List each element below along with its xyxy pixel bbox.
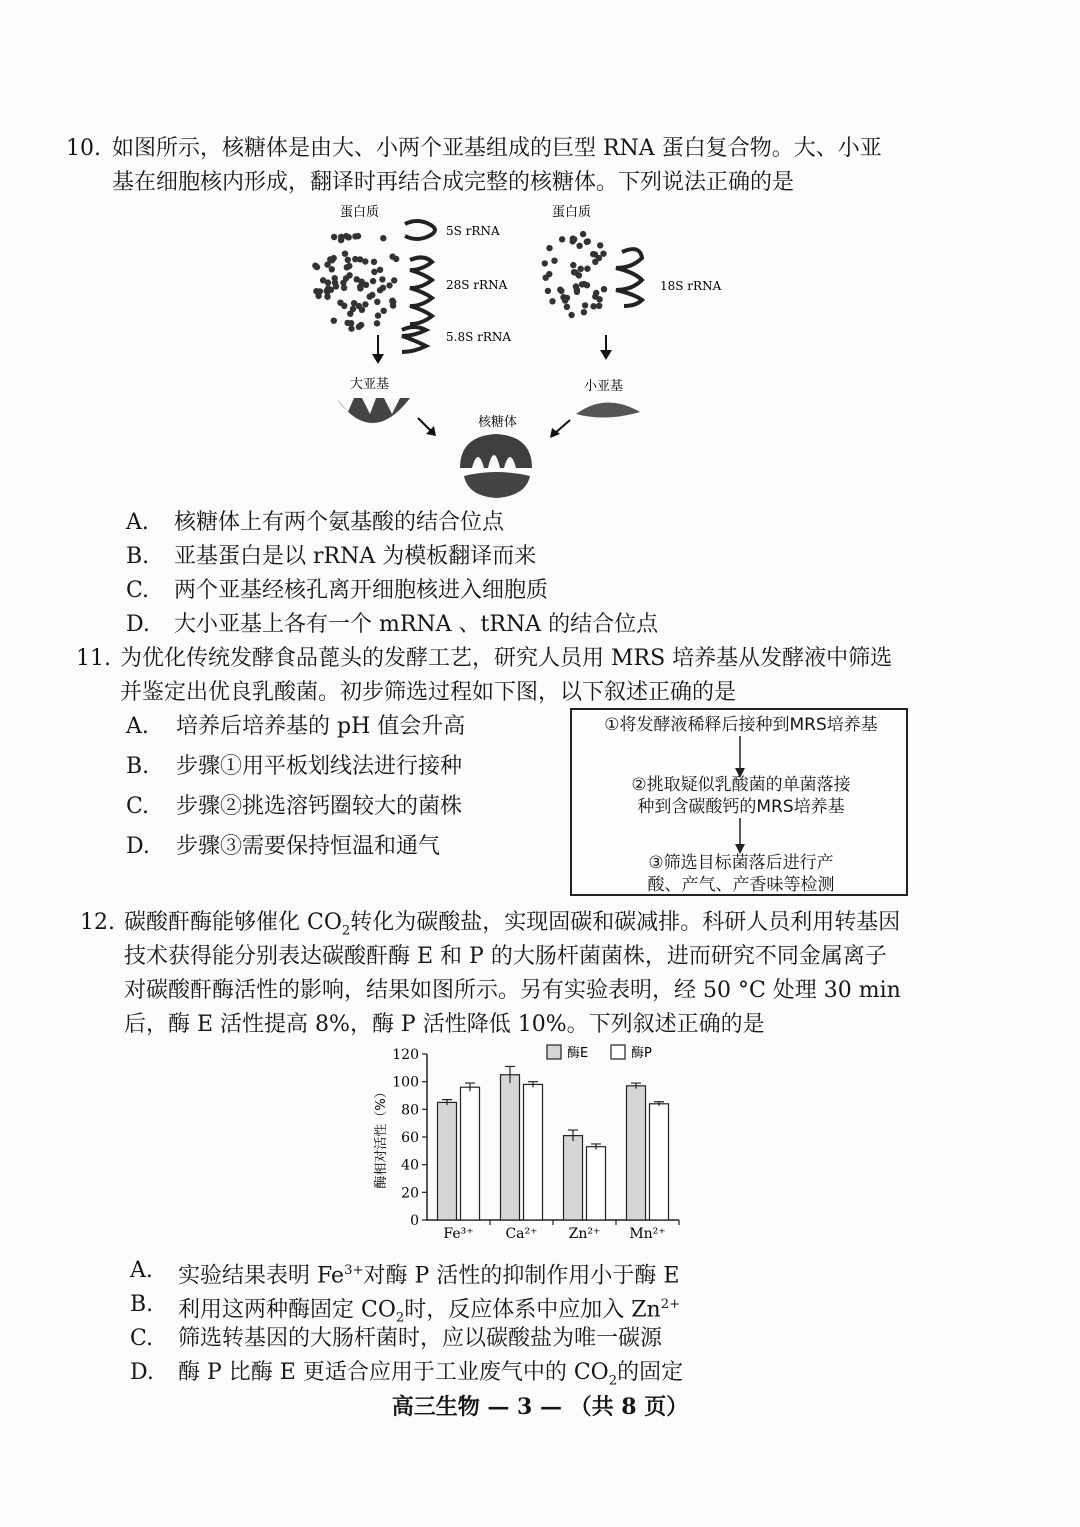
flow-step3-line2: 酸、产气、产香味等检测: [647, 875, 835, 895]
arrowhead-down-right: [600, 350, 612, 360]
q11-option-b-letter: B.: [126, 754, 150, 779]
q12-option-b: 利用这两种酶固定 $CO_2$时，反应体系中应加入 $Zn^{2+}$: [178, 1297, 681, 1326]
protein-dot: [367, 293, 373, 299]
protein-dot: [362, 301, 368, 307]
protein-dots-left: [312, 233, 399, 332]
protein-dot: [592, 293, 598, 299]
q11-option-a: 培养后培养基的 pH 值会升高: [176, 714, 466, 739]
protein-dot: [570, 235, 576, 241]
protein-dot: [391, 277, 397, 283]
protein-dot: [374, 299, 380, 305]
q12-stem-line4: 后，酶 E 活性提高 8%，酶 P 活性降低 10%。下列叙述正确的是: [124, 1012, 765, 1037]
protein-dot: [543, 275, 549, 281]
protein-dot: [342, 251, 348, 257]
q11-option-d: 步骤③需要保持恒温和通气: [176, 834, 441, 859]
q10-option-a-letter: A.: [126, 510, 149, 535]
protein-dot: [581, 309, 587, 315]
legend-label: 酶P: [631, 1046, 652, 1061]
q11-option-d-letter: D.: [126, 834, 150, 859]
q10-option-b: 亚基蛋白是以 rRNA 为模板翻译而来: [174, 544, 537, 569]
protein-dot: [352, 233, 358, 239]
q10-option-d: 大小亚基上各有一个 mRNA 、tRNA 的结合位点: [174, 612, 659, 637]
protein-dot: [370, 278, 376, 284]
flow-arrow-2: [732, 818, 748, 854]
enzyme-activity-chart: [365, 1042, 695, 1248]
q10-stem-line1: 如图所示，核糖体是由大、小两个亚基组成的巨型 RNA 蛋白复合物。大、小亚: [112, 136, 882, 161]
q12-option-a-letter: A.: [130, 1258, 153, 1283]
q10-number: 10.: [66, 136, 101, 161]
protein-dot: [363, 282, 369, 288]
protein-dot: [596, 255, 602, 261]
ribosome-diagram: [300, 200, 740, 500]
rrna-58s-label: 5.8S rRNA: [446, 330, 512, 344]
protein-dot: [590, 303, 596, 309]
protein-dot: [386, 282, 392, 288]
ribosome-label: 核糖体: [478, 415, 518, 430]
q11-stem-line2: 并鉴定出优良乳酸菌。初步筛选过程如下图，以下叙述正确的是: [120, 680, 737, 705]
q12-option-c-letter: C.: [130, 1326, 154, 1351]
protein-dot: [377, 287, 383, 293]
bar: [524, 1084, 543, 1220]
bar: [438, 1102, 457, 1220]
protein-dot: [558, 288, 564, 294]
flow-step1: ①将发酵液稀释后接种到MRS培养基: [604, 715, 878, 735]
rrna-18s-shape: [616, 249, 642, 306]
protein-dot: [582, 302, 588, 308]
protein-dot: [579, 281, 585, 287]
protein-dot: [546, 245, 552, 251]
protein-dot: [380, 235, 386, 241]
q11-number: 11.: [76, 646, 111, 671]
y-tick-label: 40: [401, 1157, 419, 1174]
protein-dot: [590, 251, 596, 257]
q10-option-b-letter: B.: [126, 544, 150, 569]
q10-stem-line2: 基在细胞核内形成，翻译时再结合成完整的核糖体。下列说法正确的是: [112, 170, 795, 195]
protein-dot: [317, 288, 323, 294]
protein-dot: [584, 239, 590, 245]
protein-dot: [371, 259, 377, 265]
bar: [461, 1087, 480, 1220]
q12-option-a: 实验结果表明 $Fe^{3+}$对酶 P 活性的抑制作用小于酶 E: [178, 1263, 680, 1289]
protein-dot: [344, 264, 350, 270]
protein-dot: [601, 286, 607, 292]
protein-dot: [371, 269, 377, 275]
protein-dot: [580, 231, 586, 237]
protein-dot: [542, 260, 548, 266]
protein-label-right: 蛋白质: [552, 205, 592, 220]
y-axis-label: 酶相对活性（%）: [374, 1085, 389, 1189]
bar: [587, 1147, 606, 1220]
protein-dot: [596, 303, 602, 309]
y-tick-label: 120: [392, 1047, 419, 1063]
protein-dot: [358, 322, 364, 328]
protein-dot: [570, 262, 576, 268]
protein-dot: [312, 263, 318, 269]
protein-dot: [379, 276, 385, 282]
protein-dot: [576, 243, 582, 249]
protein-dot: [331, 318, 337, 324]
q10-option-c-letter: C.: [126, 578, 150, 603]
q12-option-d: 酶 P 比酶 E 更适合应用于工业废气中的 $CO_2$的固定: [178, 1360, 684, 1389]
q12-option-d-letter: D.: [130, 1360, 154, 1385]
protein-label-left: 蛋白质: [340, 205, 380, 220]
q12-option-c: 筛选转基因的大肠杆菌时，应以碳酸盐为唯一碳源: [178, 1326, 663, 1351]
y-tick-label: 20: [401, 1185, 419, 1202]
protein-dot: [331, 234, 337, 240]
arrow-large-to-ribosome: [418, 418, 432, 432]
q11-option-c: 步骤②挑选溶钙圈较大的菌株: [176, 794, 463, 819]
q11-stem-line1: 为优化传统发酵食品蓖头的发酵工艺，研究人员用 MRS 培养基从发酵液中筛选: [120, 646, 893, 671]
q12-stem-line1: 碳酸酐酶能够催化 $CO_2$转化为碳酸盐，实现固碳和碳减排。科研人员利用转基因: [124, 910, 901, 939]
ribosome-small-part: [464, 472, 530, 498]
q10-option-d-letter: D.: [126, 612, 150, 637]
legend-label: 酶E: [567, 1046, 589, 1061]
y-tick-label: 100: [392, 1074, 419, 1091]
q10-option-a: 核糖体上有两个氨基酸的结合位点: [174, 510, 505, 535]
protein-dot: [568, 312, 574, 318]
x-tick-label: Ca²⁺: [505, 1226, 538, 1242]
protein-dot: [346, 234, 352, 240]
q12-stem-line2: 技术获得能分别表达碳酸酐酶 E 和 P 的大肠杆菌菌株，进而研究不同金属离子: [124, 944, 887, 969]
protein-dot: [389, 298, 395, 304]
x-tick-label: Mn²⁺: [629, 1226, 666, 1242]
protein-dot: [375, 312, 381, 318]
protein-dot: [578, 266, 584, 272]
protein-dot: [374, 320, 380, 326]
protein-dot: [343, 275, 349, 281]
q12-option-b-letter: B.: [130, 1292, 154, 1317]
protein-dot: [377, 267, 383, 273]
q10-option-c: 两个亚基经核孔离开细胞核进入细胞质: [174, 578, 549, 603]
protein-dot: [329, 266, 335, 272]
rrna-18s-label: 18S rRNA: [660, 279, 722, 293]
rrna-5s-shape: [405, 221, 435, 239]
protein-dot: [389, 253, 395, 259]
protein-dot: [341, 285, 347, 291]
protein-dot: [564, 304, 570, 310]
large-subunit-label: 大亚基: [350, 377, 390, 392]
rrna-28s-label: 28S rRNA: [446, 278, 508, 292]
protein-dot: [545, 288, 551, 294]
bar: [627, 1086, 646, 1220]
protein-dot: [350, 306, 356, 312]
protein-dot: [332, 279, 338, 285]
protein-dot: [584, 266, 590, 272]
protein-dots-right: [542, 231, 608, 318]
protein-dot: [560, 294, 566, 300]
x-tick-label: Zn²⁺: [568, 1226, 601, 1242]
small-subunit-shape: [576, 402, 640, 417]
page-footer: 高三生物 — 3 — （共 8 页）: [391, 1394, 689, 1420]
protein-dot: [381, 308, 387, 314]
y-tick-label: 80: [401, 1102, 419, 1119]
rrna-28s-shape: [410, 257, 432, 324]
protein-dot: [574, 289, 580, 295]
protein-dot: [341, 303, 347, 309]
bar: [564, 1136, 583, 1220]
q11-flow-chart: [570, 708, 908, 896]
q11-option-c-letter: C.: [126, 794, 150, 819]
rrna-58s-shape: [402, 327, 426, 352]
bar: [501, 1075, 520, 1220]
flow-step2-line2: 种到含碳酸钙的MRS培养基: [637, 797, 845, 817]
protein-dot: [328, 287, 334, 293]
protein-dot: [572, 269, 578, 275]
protein-dot: [549, 298, 555, 304]
arrowhead-down-left: [372, 354, 384, 364]
flow-step2-line1: ②挑取疑似乳酸菌的单菌落接: [631, 775, 851, 795]
legend-swatch: [611, 1045, 625, 1059]
q12-number: 12.: [80, 910, 115, 935]
flow-arrow-1: [732, 736, 748, 778]
protein-dot: [348, 325, 354, 331]
legend-swatch: [547, 1045, 561, 1059]
protein-dot: [357, 256, 363, 262]
q11-option-b: 步骤①用平板划线法进行接种: [176, 754, 463, 779]
large-subunit-shape: [336, 398, 410, 423]
protein-dot: [345, 257, 351, 263]
rrna-5s-label: 5S rRNA: [446, 224, 500, 238]
protein-dot: [325, 279, 331, 285]
protein-dot: [356, 303, 362, 309]
q11-option-a-letter: A.: [126, 714, 149, 739]
flow-step3-line1: ③筛选目标菌落后进行产: [648, 853, 834, 873]
q12-stem-line3: 对碳酸酐酶活性的影响，结果如图所示。另有实验表明，经 50 °C 处理 30 min: [124, 978, 901, 1003]
bar: [650, 1104, 669, 1220]
y-tick-label: 60: [401, 1130, 419, 1146]
small-subunit-label: 小亚基: [584, 379, 624, 394]
protein-dot: [354, 276, 360, 282]
protein-dot: [327, 256, 333, 262]
protein-dot: [597, 242, 603, 248]
x-tick-label: Fe³⁺: [443, 1226, 474, 1242]
protein-dot: [551, 258, 557, 264]
protein-dot: [559, 236, 565, 242]
y-tick-label: 0: [410, 1213, 419, 1229]
